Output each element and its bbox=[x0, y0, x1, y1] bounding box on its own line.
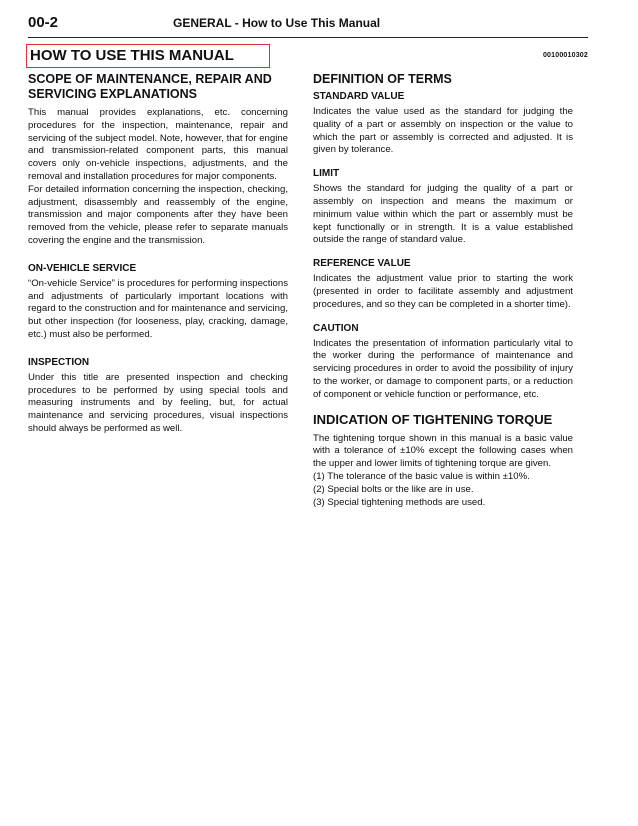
inspection-paragraph: Under this title are presented inspection and checking procedures to be performed by using special tools and measuring instruments and by feeling, but, for actual maintenance and servicing procedures, visual inspections should always be performed as well. bbox=[28, 371, 288, 434]
onvehicle-paragraph: “On-vehicle Service” is procedures for performing inspections and adjustments of particularly important locations with regard to the construction and for maintenance and servicing, but other inspection (for looseness, play, cracking, damage, etc.) must also be performed. bbox=[28, 277, 288, 340]
reference-value-heading: REFERENCE VALUE bbox=[313, 258, 411, 270]
standard-value-heading: STANDARD VALUE bbox=[313, 91, 405, 102]
header-divider bbox=[28, 37, 588, 38]
torque-section bbox=[313, 412, 573, 510]
inspection-heading: INSPECTION bbox=[28, 356, 90, 368]
main-title-box bbox=[26, 44, 270, 68]
definition-heading: DEFINITION OF TERMS bbox=[313, 72, 452, 86]
torque-heading: INDICATION OF TIGHTENING TORQUE bbox=[313, 411, 553, 427]
reference-value-paragraph: Indicates the adjustment value prior to starting the work (presented in order to facilitate assembly and adjustment procedures, and so they can be completed in a shorter time). bbox=[313, 273, 573, 310]
caution-heading: CAUTION bbox=[313, 322, 359, 334]
scope-heading: SCOPE OF MAINTENANCE, REPAIR AND SERVICING EXPLANATIONS bbox=[28, 72, 272, 101]
page-header bbox=[28, 12, 588, 34]
standard-value-paragraph: Indicates the value used as the standard for judging the quality of a part or assembly on inspection or the value to which the part or assembly is corrected and adjusted. It is given by tolerance. bbox=[313, 106, 573, 156]
caution-paragraph: Indicates the presentation of information particularly vital to the worker during the performance of maintenance and servicing procedures in order to avoid the possibility of injury to the worker, or damage to component parts, or a reduction of component or vehicle function or performance, etc. bbox=[313, 337, 573, 400]
torque-paragraph: The tightening torque shown in this manual is a basic value with a tolerance of ±10% except the following cases when the upper and lower limits of tightening torque are given. bbox=[313, 432, 573, 470]
inspection-section bbox=[28, 356, 288, 436]
right-column bbox=[313, 72, 573, 509]
torque-list-item: (1) The tolerance of the basic value is within ±10%. bbox=[313, 470, 530, 482]
standard-value-section bbox=[313, 90, 573, 157]
scope-paragraph-2: For detailed information concerning the inspection, checking, adjustment, disassembly and reassembly of the engine, transmission and major components after they have been removed from the vehicle, please refer to separate manuals covering the engine and the transmission. bbox=[28, 183, 288, 246]
reference-value-section bbox=[313, 257, 573, 311]
main-title: HOW TO USE THIS MANUAL bbox=[30, 47, 234, 64]
header-title: GENERAL - How to Use This Manual bbox=[173, 16, 381, 30]
onvehicle-heading: ON-VEHICLE SERVICE bbox=[28, 262, 137, 274]
page-number: 00-2 bbox=[28, 14, 59, 31]
limit-heading: LIMIT bbox=[313, 168, 340, 180]
document-id: 00100010302 bbox=[542, 52, 588, 59]
torque-list-item: (3) Special tightening methods are used. bbox=[313, 496, 486, 508]
left-column bbox=[28, 72, 288, 436]
torque-list-item: (2) Special bolts or the like are in use. bbox=[313, 483, 474, 495]
onvehicle-section bbox=[28, 262, 288, 342]
scope-paragraph-1: This manual provides explanations, etc. concerning procedures for the inspection, maintenance, repair and servicing of the subject model. Note, however, that for engine and transmission-related component parts, this manual covers only on-vehicle inspections, adjustments, and the removal and installation procedures for major components. bbox=[28, 107, 288, 182]
limit-paragraph: Shows the standard for judging the quality of a part or assembly on inspection and means the maximum or minimum value within which the part or assembly must be kept functionally or in strength. It is a value established outside the range of standard value. bbox=[313, 183, 573, 246]
caution-section bbox=[313, 322, 573, 402]
scope-section bbox=[28, 72, 288, 248]
limit-section bbox=[313, 167, 573, 247]
